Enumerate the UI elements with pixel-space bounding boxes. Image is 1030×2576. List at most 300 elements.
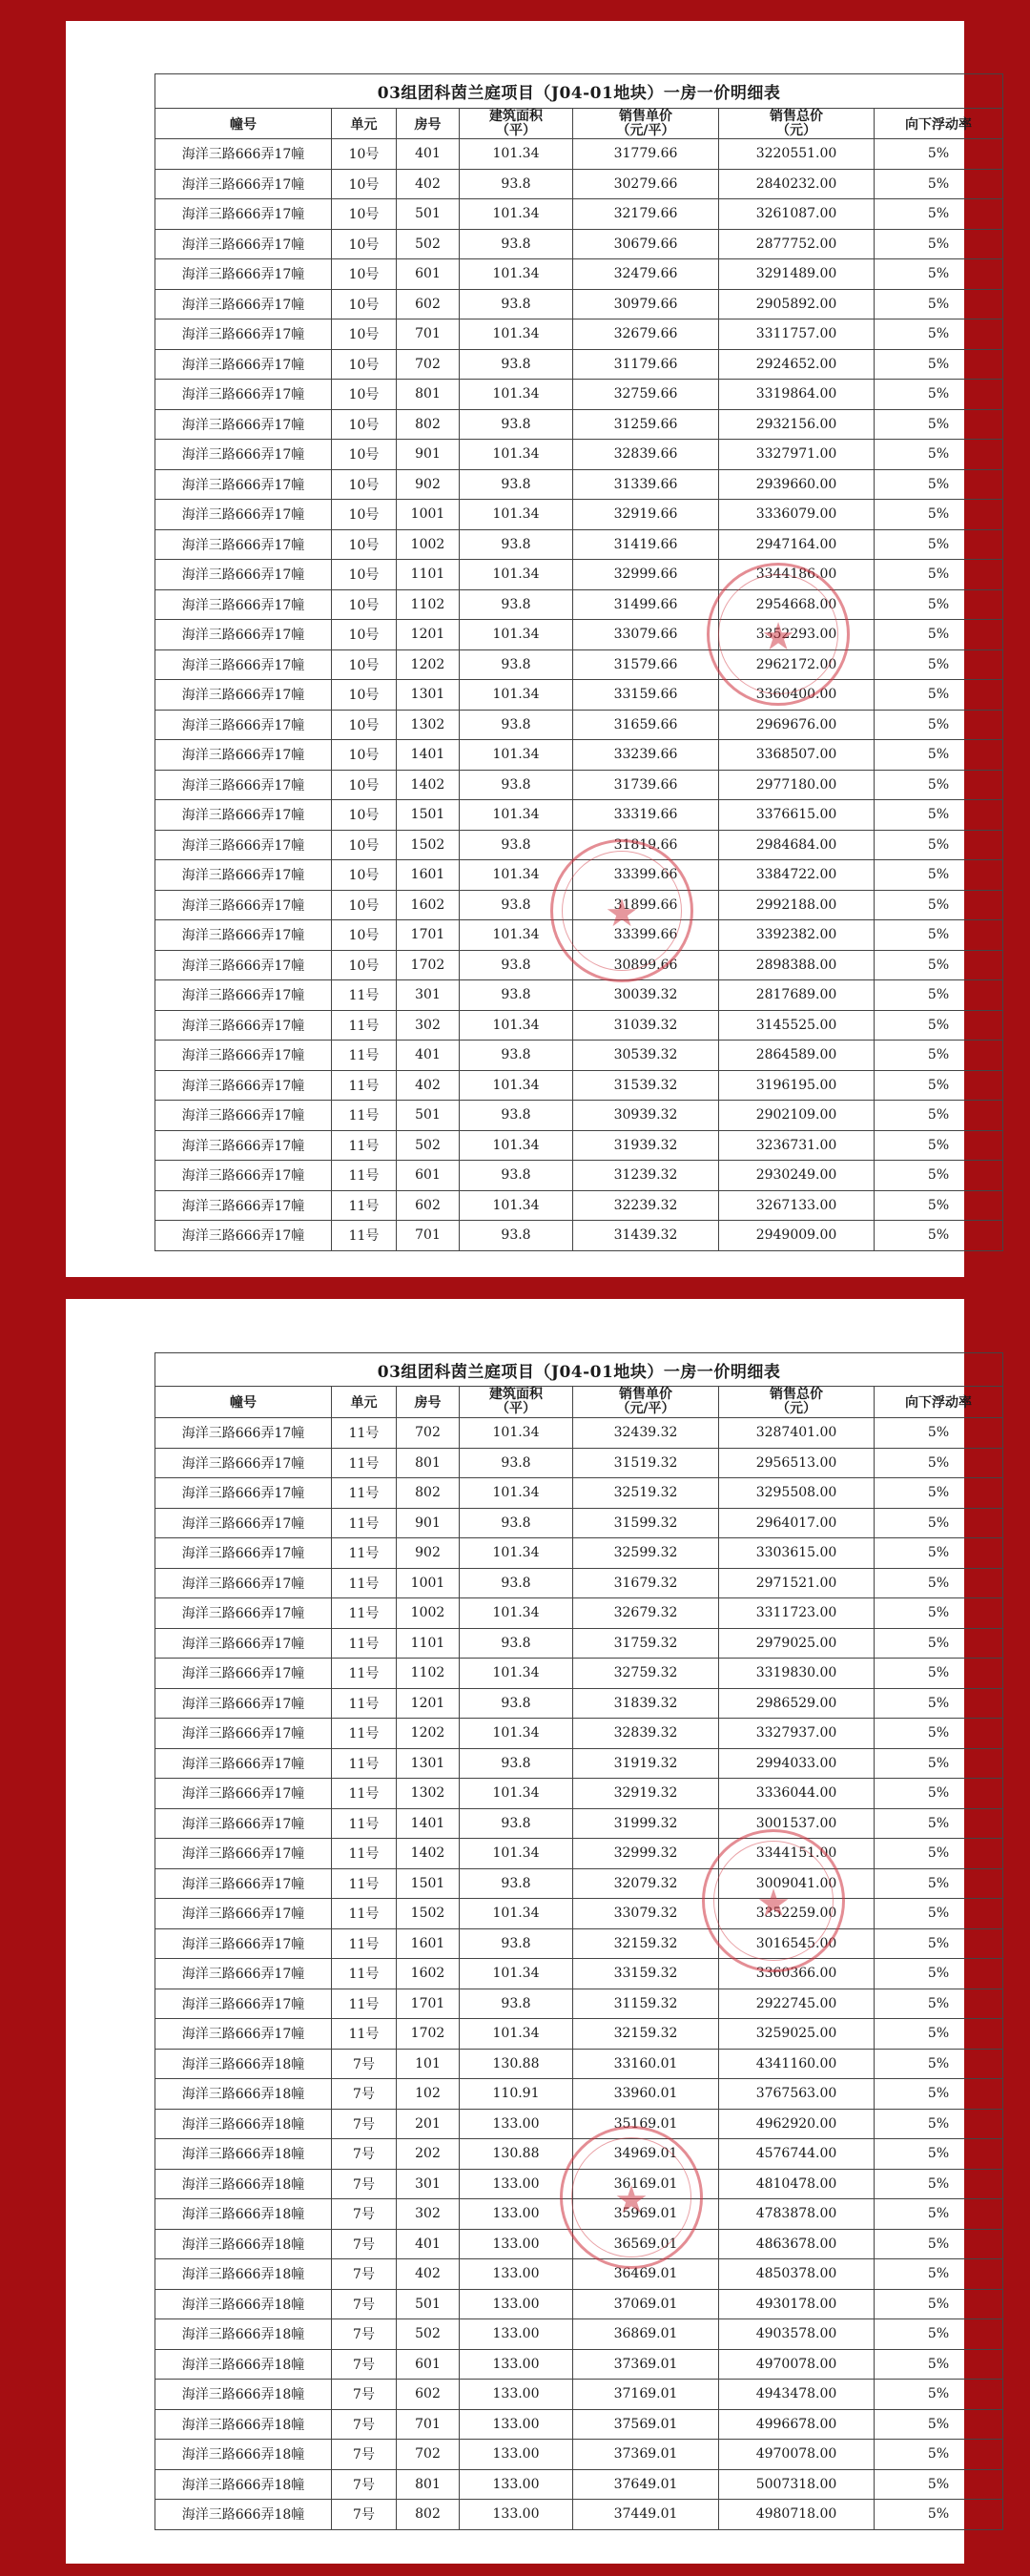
unit-price-cell: 33239.66 (573, 740, 719, 771)
table-row (155, 2079, 1003, 2110)
area-cell: 101.34 (460, 1130, 573, 1161)
price-table (154, 73, 1003, 1251)
unit-cell: 11号 (332, 1161, 397, 1191)
building-cell: 海洋三路666弄17幢 (155, 199, 332, 230)
room-cell: 1302 (397, 710, 460, 740)
area-cell: 133.00 (460, 2349, 573, 2380)
building-cell: 海洋三路666弄17幢 (155, 710, 332, 740)
room-cell: 501 (397, 1101, 460, 1131)
unit-cell: 11号 (332, 1538, 397, 1569)
area-cell: 93.8 (460, 1041, 573, 1071)
header-unit-price: 销售单价 （元/平） (573, 109, 719, 139)
room-cell: 701 (397, 319, 460, 350)
room-cell: 402 (397, 169, 460, 199)
unit-cell: 11号 (332, 1688, 397, 1719)
table-row (155, 2139, 1003, 2170)
area-cell: 93.8 (460, 1221, 573, 1251)
unit-price-cell: 37069.01 (573, 2289, 719, 2319)
unit-cell: 11号 (332, 1899, 397, 1929)
unit-price-cell: 32599.32 (573, 1538, 719, 1569)
area-cell: 101.34 (460, 860, 573, 891)
unit-cell: 7号 (332, 2409, 397, 2440)
area-cell: 101.34 (460, 1659, 573, 1689)
unit-cell: 10号 (332, 920, 397, 951)
discount-rate-cell: 5% (875, 2380, 1003, 2410)
area-cell: 101.34 (460, 680, 573, 711)
table-row (155, 199, 1003, 230)
unit-price-cell: 31739.66 (573, 770, 719, 800)
unit-price-cell: 33079.66 (573, 620, 719, 650)
area-cell: 93.8 (460, 1928, 573, 1959)
unit-price-cell: 33960.01 (573, 2079, 719, 2110)
total-price-cell: 3001537.00 (719, 1808, 875, 1839)
discount-rate-cell: 5% (875, 1598, 1003, 1629)
unit-price-cell: 32159.32 (573, 1928, 719, 1959)
room-cell: 601 (397, 1161, 460, 1191)
area-cell: 133.00 (460, 2319, 573, 2350)
building-cell: 海洋三路666弄17幢 (155, 1568, 332, 1598)
total-price-cell: 2954668.00 (719, 589, 875, 620)
room-cell: 1602 (397, 890, 460, 920)
total-price-cell: 4996678.00 (719, 2409, 875, 2440)
area-cell: 93.8 (460, 890, 573, 920)
table-row (155, 980, 1003, 1011)
table-row (155, 380, 1003, 410)
building-cell: 海洋三路666弄17幢 (155, 529, 332, 560)
total-price-cell: 3145525.00 (719, 1010, 875, 1041)
table-row (155, 1688, 1003, 1719)
table-row (155, 2469, 1003, 2500)
building-cell: 海洋三路666弄17幢 (155, 1598, 332, 1629)
area-cell: 93.8 (460, 710, 573, 740)
table-row (155, 2019, 1003, 2050)
room-cell: 202 (397, 2139, 460, 2170)
unit-price-cell: 31519.32 (573, 1448, 719, 1478)
total-price-cell: 2947164.00 (719, 529, 875, 560)
unit-price-cell: 32679.66 (573, 319, 719, 350)
discount-rate-cell: 5% (875, 950, 1003, 980)
table-row (155, 740, 1003, 771)
area-cell: 110.91 (460, 2079, 573, 2110)
header-unit: 单元 (332, 1387, 397, 1418)
room-cell: 1002 (397, 1598, 460, 1629)
unit-cell: 10号 (332, 409, 397, 440)
building-cell: 海洋三路666弄17幢 (155, 169, 332, 199)
room-cell: 102 (397, 2079, 460, 2110)
discount-rate-cell: 5% (875, 1748, 1003, 1779)
unit-price-cell: 32439.32 (573, 1418, 719, 1449)
room-cell: 1502 (397, 1899, 460, 1929)
room-cell: 702 (397, 349, 460, 380)
table-row (155, 500, 1003, 530)
unit-cell: 11号 (332, 1659, 397, 1689)
room-cell: 1702 (397, 2019, 460, 2050)
table-row (155, 1598, 1003, 1629)
unit-cell: 11号 (332, 2019, 397, 2050)
header-discount-rate: 向下浮动率 (875, 1387, 1003, 1418)
total-price-cell: 2877752.00 (719, 229, 875, 259)
building-cell: 海洋三路666弄17幢 (155, 920, 332, 951)
building-cell: 海洋三路666弄18幢 (155, 2500, 332, 2530)
building-cell: 海洋三路666弄18幢 (155, 2049, 332, 2079)
area-cell: 93.8 (460, 229, 573, 259)
total-price-cell: 2840232.00 (719, 169, 875, 199)
area-cell: 101.34 (460, 620, 573, 650)
header-discount-rate: 向下浮动率 (875, 109, 1003, 139)
total-price-cell: 2939660.00 (719, 469, 875, 500)
room-cell: 901 (397, 1508, 460, 1538)
total-price-cell: 4783878.00 (719, 2199, 875, 2230)
discount-rate-cell: 5% (875, 500, 1003, 530)
area-cell: 93.8 (460, 1688, 573, 1719)
discount-rate-cell: 5% (875, 2109, 1003, 2139)
total-price-cell: 3336079.00 (719, 500, 875, 530)
total-price-cell: 3311757.00 (719, 319, 875, 350)
building-cell: 海洋三路666弄18幢 (155, 2319, 332, 2350)
area-cell: 93.8 (460, 1989, 573, 2019)
unit-price-cell: 32919.32 (573, 1779, 719, 1809)
discount-rate-cell: 5% (875, 1418, 1003, 1449)
unit-price-cell: 31499.66 (573, 589, 719, 620)
unit-price-cell: 30039.32 (573, 980, 719, 1011)
room-cell: 1602 (397, 1959, 460, 1989)
table-row (155, 440, 1003, 470)
area-cell: 133.00 (460, 2109, 573, 2139)
unit-cell: 11号 (332, 1748, 397, 1779)
discount-rate-cell: 5% (875, 2259, 1003, 2290)
room-cell: 1301 (397, 680, 460, 711)
room-cell: 1701 (397, 1989, 460, 2019)
discount-rate-cell: 5% (875, 529, 1003, 560)
unit-price-cell: 37649.01 (573, 2469, 719, 2500)
discount-rate-cell: 5% (875, 2139, 1003, 2170)
area-cell: 93.8 (460, 980, 573, 1011)
table-row (155, 1659, 1003, 1689)
room-cell: 701 (397, 2409, 460, 2440)
table-title: 03组团科茵兰庭项目（J04-01地块）一房一价明细表 (155, 74, 1003, 109)
area-cell: 93.8 (460, 169, 573, 199)
unit-cell: 11号 (332, 1190, 397, 1221)
room-cell: 801 (397, 380, 460, 410)
unit-price-cell: 32839.66 (573, 440, 719, 470)
table-row (155, 1221, 1003, 1251)
total-price-cell: 2971521.00 (719, 1568, 875, 1598)
discount-rate-cell: 5% (875, 2079, 1003, 2110)
table-row (155, 649, 1003, 680)
area-cell: 93.8 (460, 1448, 573, 1478)
building-cell: 海洋三路666弄17幢 (155, 1628, 332, 1659)
room-cell: 501 (397, 2289, 460, 2319)
total-price-cell: 3352259.00 (719, 1899, 875, 1929)
room-cell: 401 (397, 1041, 460, 1071)
table-row (155, 529, 1003, 560)
unit-cell: 7号 (332, 2319, 397, 2350)
area-cell: 101.34 (460, 1070, 573, 1101)
total-price-cell: 3236731.00 (719, 1130, 875, 1161)
total-price-cell: 2905892.00 (719, 289, 875, 319)
unit-price-cell: 31659.66 (573, 710, 719, 740)
unit-price-cell: 33159.32 (573, 1959, 719, 1989)
building-cell: 海洋三路666弄18幢 (155, 2440, 332, 2470)
room-cell: 1701 (397, 920, 460, 951)
table-row (155, 1779, 1003, 1809)
discount-rate-cell: 5% (875, 1508, 1003, 1538)
room-cell: 802 (397, 409, 460, 440)
discount-rate-cell: 5% (875, 1808, 1003, 1839)
discount-rate-cell: 5% (875, 199, 1003, 230)
unit-price-cell: 36469.01 (573, 2259, 719, 2290)
unit-price-cell: 32759.66 (573, 380, 719, 410)
discount-rate-cell: 5% (875, 319, 1003, 350)
building-cell: 海洋三路666弄17幢 (155, 980, 332, 1011)
header-building: 幢号 (155, 1387, 332, 1418)
room-cell: 1001 (397, 500, 460, 530)
total-price-cell: 3287401.00 (719, 1418, 875, 1449)
discount-rate-cell: 5% (875, 2349, 1003, 2380)
building-cell: 海洋三路666弄17幢 (155, 620, 332, 650)
total-price-cell: 3368507.00 (719, 740, 875, 771)
discount-rate-cell: 5% (875, 2229, 1003, 2259)
building-cell: 海洋三路666弄17幢 (155, 1719, 332, 1749)
price-table (154, 1352, 1003, 2530)
unit-cell: 10号 (332, 259, 397, 290)
area-cell: 101.34 (460, 1959, 573, 1989)
area-cell: 130.88 (460, 2139, 573, 2170)
unit-cell: 11号 (332, 1598, 397, 1629)
total-price-cell: 2949009.00 (719, 1221, 875, 1251)
unit-cell: 11号 (332, 1628, 397, 1659)
total-price-cell: 3344186.00 (719, 560, 875, 590)
building-cell: 海洋三路666弄18幢 (155, 2469, 332, 2500)
unit-price-cell: 33399.66 (573, 920, 719, 951)
area-cell: 101.34 (460, 380, 573, 410)
building-cell: 海洋三路666弄17幢 (155, 1688, 332, 1719)
discount-rate-cell: 5% (875, 1899, 1003, 1929)
unit-cell: 10号 (332, 229, 397, 259)
table-row (155, 920, 1003, 951)
total-price-cell: 4341160.00 (719, 2049, 875, 2079)
unit-cell: 10号 (332, 469, 397, 500)
room-cell: 601 (397, 259, 460, 290)
building-cell: 海洋三路666弄17幢 (155, 1748, 332, 1779)
total-price-cell: 2898388.00 (719, 950, 875, 980)
building-cell: 海洋三路666弄17幢 (155, 1839, 332, 1869)
discount-rate-cell: 5% (875, 2469, 1003, 2500)
discount-rate-cell: 5% (875, 1101, 1003, 1131)
unit-cell: 10号 (332, 649, 397, 680)
table-row (155, 800, 1003, 831)
total-price-cell: 3267133.00 (719, 1190, 875, 1221)
building-cell: 海洋三路666弄18幢 (155, 2289, 332, 2319)
table-row (155, 950, 1003, 980)
unit-price-cell: 33399.66 (573, 860, 719, 891)
discount-rate-cell: 5% (875, 409, 1003, 440)
unit-cell: 7号 (332, 2229, 397, 2259)
area-cell: 93.8 (460, 349, 573, 380)
area-cell: 93.8 (460, 469, 573, 500)
room-cell: 1501 (397, 1868, 460, 1899)
unit-price-cell: 35169.01 (573, 2109, 719, 2139)
unit-price-cell: 31179.66 (573, 349, 719, 380)
unit-price-cell: 31159.32 (573, 1989, 719, 2019)
table-row (155, 139, 1003, 170)
discount-rate-cell: 5% (875, 2409, 1003, 2440)
room-cell: 1702 (397, 950, 460, 980)
table-title: 03组团科茵兰庭项目（J04-01地块）一房一价明细表 (155, 1353, 1003, 1387)
table-row (155, 830, 1003, 860)
table-row (155, 890, 1003, 920)
unit-cell: 10号 (332, 380, 397, 410)
building-cell: 海洋三路666弄17幢 (155, 2019, 332, 2050)
unit-cell: 10号 (332, 440, 397, 470)
area-cell: 101.34 (460, 1899, 573, 1929)
area-cell: 93.8 (460, 1748, 573, 1779)
room-cell: 1201 (397, 1688, 460, 1719)
area-cell: 93.8 (460, 1628, 573, 1659)
unit-cell: 10号 (332, 680, 397, 711)
total-price-cell: 3327937.00 (719, 1719, 875, 1749)
price-list-page-1 (66, 21, 973, 1277)
building-cell: 海洋三路666弄17幢 (155, 890, 332, 920)
area-cell: 133.00 (460, 2500, 573, 2530)
room-cell: 1002 (397, 529, 460, 560)
unit-cell: 10号 (332, 800, 397, 831)
area-cell: 133.00 (460, 2199, 573, 2230)
unit-cell: 7号 (332, 2199, 397, 2230)
total-price-cell: 4980718.00 (719, 2500, 875, 2530)
room-cell: 1202 (397, 649, 460, 680)
table-row (155, 770, 1003, 800)
total-price-cell: 2969676.00 (719, 710, 875, 740)
total-price-cell: 3767563.00 (719, 2079, 875, 2110)
building-cell: 海洋三路666弄18幢 (155, 2079, 332, 2110)
discount-rate-cell: 5% (875, 890, 1003, 920)
building-cell: 海洋三路666弄17幢 (155, 1779, 332, 1809)
area-cell: 101.34 (460, 1779, 573, 1809)
room-cell: 602 (397, 2380, 460, 2410)
building-cell: 海洋三路666弄17幢 (155, 229, 332, 259)
unit-price-cell: 33319.66 (573, 800, 719, 831)
room-cell: 702 (397, 1418, 460, 1449)
total-price-cell: 2994033.00 (719, 1748, 875, 1779)
discount-rate-cell: 5% (875, 1719, 1003, 1749)
area-cell: 101.34 (460, 1418, 573, 1449)
total-price-cell: 4970078.00 (719, 2440, 875, 2470)
unit-cell: 11号 (332, 1508, 397, 1538)
unit-price-cell: 31759.32 (573, 1628, 719, 1659)
total-price-cell: 4903578.00 (719, 2319, 875, 2350)
unit-cell: 7号 (332, 2109, 397, 2139)
unit-cell: 10号 (332, 830, 397, 860)
total-price-cell: 4943478.00 (719, 2380, 875, 2410)
building-cell: 海洋三路666弄17幢 (155, 1538, 332, 1569)
room-cell: 502 (397, 2319, 460, 2350)
total-price-cell: 3303615.00 (719, 1538, 875, 1569)
building-cell: 海洋三路666弄17幢 (155, 1448, 332, 1478)
unit-price-cell: 31599.32 (573, 1508, 719, 1538)
area-cell: 93.8 (460, 649, 573, 680)
header-room: 房号 (397, 109, 460, 139)
building-cell: 海洋三路666弄17幢 (155, 349, 332, 380)
unit-cell: 11号 (332, 1448, 397, 1478)
discount-rate-cell: 5% (875, 440, 1003, 470)
unit-cell: 7号 (332, 2079, 397, 2110)
area-cell: 93.8 (460, 1808, 573, 1839)
header-unit-price: 销售单价 （元/平） (573, 1387, 719, 1418)
total-price-cell: 2922745.00 (719, 1989, 875, 2019)
discount-rate-cell: 5% (875, 349, 1003, 380)
building-cell: 海洋三路666弄17幢 (155, 1130, 332, 1161)
room-cell: 1402 (397, 770, 460, 800)
area-cell: 133.00 (460, 2169, 573, 2199)
room-cell: 1401 (397, 1808, 460, 1839)
table-row (155, 1808, 1003, 1839)
unit-cell: 7号 (332, 2259, 397, 2290)
total-price-cell: 3319864.00 (719, 380, 875, 410)
discount-rate-cell: 5% (875, 920, 1003, 951)
unit-price-cell: 31779.66 (573, 139, 719, 170)
room-cell: 702 (397, 2440, 460, 2470)
building-cell: 海洋三路666弄17幢 (155, 770, 332, 800)
table-row (155, 1538, 1003, 1569)
unit-cell: 10号 (332, 620, 397, 650)
area-cell: 93.8 (460, 589, 573, 620)
unit-price-cell: 36869.01 (573, 2319, 719, 2350)
table-row (155, 2229, 1003, 2259)
table-row (155, 319, 1003, 350)
total-price-cell: 3259025.00 (719, 2019, 875, 2050)
total-price-cell: 2817689.00 (719, 980, 875, 1011)
discount-rate-cell: 5% (875, 1221, 1003, 1251)
area-cell: 101.34 (460, 800, 573, 831)
unit-price-cell: 31419.66 (573, 529, 719, 560)
table-row (155, 169, 1003, 199)
unit-cell: 10号 (332, 199, 397, 230)
table-row (155, 409, 1003, 440)
room-cell: 201 (397, 2109, 460, 2139)
unit-price-cell: 31259.66 (573, 409, 719, 440)
unit-price-cell: 31679.32 (573, 1568, 719, 1598)
total-price-cell: 4962920.00 (719, 2109, 875, 2139)
discount-rate-cell: 5% (875, 1010, 1003, 1041)
building-cell: 海洋三路666弄17幢 (155, 1190, 332, 1221)
table-row (155, 680, 1003, 711)
unit-price-cell: 32179.66 (573, 199, 719, 230)
total-price-cell: 2992188.00 (719, 890, 875, 920)
header-total-price: 销售总价 （元） (719, 1387, 875, 1418)
table-row (155, 1839, 1003, 1869)
unit-price-cell: 31439.32 (573, 1221, 719, 1251)
total-price-cell: 2979025.00 (719, 1628, 875, 1659)
area-cell: 101.34 (460, 740, 573, 771)
area-cell: 101.34 (460, 500, 573, 530)
room-cell: 1202 (397, 1719, 460, 1749)
table-row (155, 710, 1003, 740)
area-cell: 133.00 (460, 2409, 573, 2440)
unit-price-cell: 37369.01 (573, 2440, 719, 2470)
building-cell: 海洋三路666弄17幢 (155, 1161, 332, 1191)
unit-cell: 11号 (332, 1839, 397, 1869)
building-cell: 海洋三路666弄17幢 (155, 830, 332, 860)
unit-price-cell: 32919.66 (573, 500, 719, 530)
building-cell: 海洋三路666弄17幢 (155, 560, 332, 590)
unit-cell: 11号 (332, 980, 397, 1011)
area-cell: 101.34 (460, 920, 573, 951)
unit-cell: 11号 (332, 1808, 397, 1839)
table-row (155, 620, 1003, 650)
room-cell: 1201 (397, 620, 460, 650)
unit-cell: 7号 (332, 2289, 397, 2319)
